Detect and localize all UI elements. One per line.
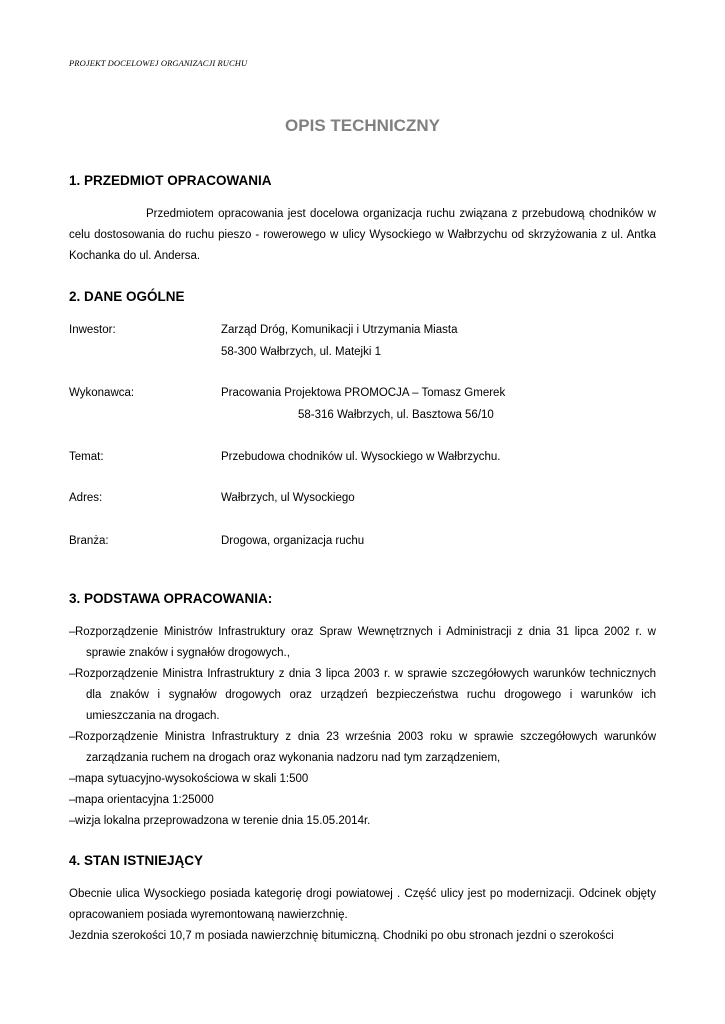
section-1-heading: 1. PRZEDMIOT OPRACOWANIA [69,173,272,188]
list-item [69,769,656,790]
dash-bullet: – [69,794,76,806]
dash-bullet: – [69,626,76,638]
inwestor-address: 58-300 Wałbrzych, ul. Matejki 1 [221,346,382,358]
page-header: PROJEKT DOCELOWEJ ORGANIZACJI RUCHU [69,58,248,68]
inwestor-label: Inwestor: [69,324,116,336]
list-item-text: Rozporządzenie Ministrów Infrastruktury oraz Spraw Wewnętrznych i Administracji z dnia 31 lipca 2002 r. w sprawie znaków i sygnałów drogowych., [75,626,656,659]
section-1-body: Przedmiotem opracowania jest docelowa organizacja ruchu związana z przebudową chodników w celu dostosowania do ruchu pieszo - rowerowego w ulicy Wysockiego w Wałbrzychu od skrzyżowania z ul. Antka Kochanka do ul. Andersa. [69,208,656,262]
wykonawca-name: Pracowania Projektowa PROMOCJA – Tomasz Gmerek [221,387,506,399]
section-1-text [69,204,656,267]
dash-bullet: – [69,773,76,785]
list-item-text: Rozporządzenie Ministra Infrastruktury z dnia 23 września 2003 roku w sprawie szczegółowych warunków zarządzania ruchem na drogach oraz wykonania nadzoru nad tym zarządzeniem, [75,731,656,764]
list-item-text: Rozporządzenie Ministra Infrastruktury z dnia 3 lipca 2003 r. w sprawie szczegółowych warunków technicznych dla znaków i sygnałów drogowych oraz urządzeń bezpieczeństwa ruchu drogowego i warunków ich umieszczania na drogach. [75,668,656,722]
list-item-text: mapa sytuacyjno-wysokościowa w skali 1:500 [75,773,309,785]
branza-label: Branża: [69,535,109,547]
dash-bullet: – [69,815,76,827]
list-item-text: mapa orientacyjna 1:25000 [75,794,214,806]
section-4-text-1: Obecnie ulica Wysockiego posiada kategorię drogi powiatowej . Część ulicy jest po modernizacji. Odcinek objęty opracowaniem posiada wyremontowaną nawierzchnię. [69,888,656,921]
inwestor-name: Zarząd Dróg, Komunikacji i Utrzymania Miasta [221,324,458,336]
list-item [69,664,656,727]
dash-bullet: – [69,731,76,743]
branza-value: Drogowa, organizacja ruchu [221,535,365,547]
temat-value: Przebudowa chodników ul. Wysockiego w Wałbrzychu. [221,451,501,463]
adres-label: Adres: [69,492,103,504]
basis-list [69,622,656,832]
section-2-heading: 2. DANE OGÓLNE [69,289,185,304]
adres-value: Wałbrzych, ul Wysockiego [221,492,355,504]
section-4-heading: 4. STAN ISTNIEJĄCY [69,853,204,868]
temat-label: Temat: [69,451,104,463]
wykonawca-address: 58-316 Wałbrzych, ul. Basztowa 56/10 [298,409,494,421]
section-3-heading: 3. PODSTAWA OPRACOWANIA: [69,591,273,606]
list-item [69,790,656,811]
document-title: OPIS TECHNICZNY [285,116,440,135]
wykonawca-label: Wykonawca: [69,387,135,399]
list-item [69,622,656,664]
list-item-text: wizja lokalna przeprowadzona w terenie dnia 15.05.2014r. [75,815,371,827]
list-item [69,727,656,769]
section-4-text-2: Jezdnia szerokości 10,7 m posiada nawierzchnię bitumiczną. Chodniki po obu stronach jezdni o szerokości [69,930,614,942]
list-item [69,811,656,832]
dash-bullet: – [69,668,76,680]
